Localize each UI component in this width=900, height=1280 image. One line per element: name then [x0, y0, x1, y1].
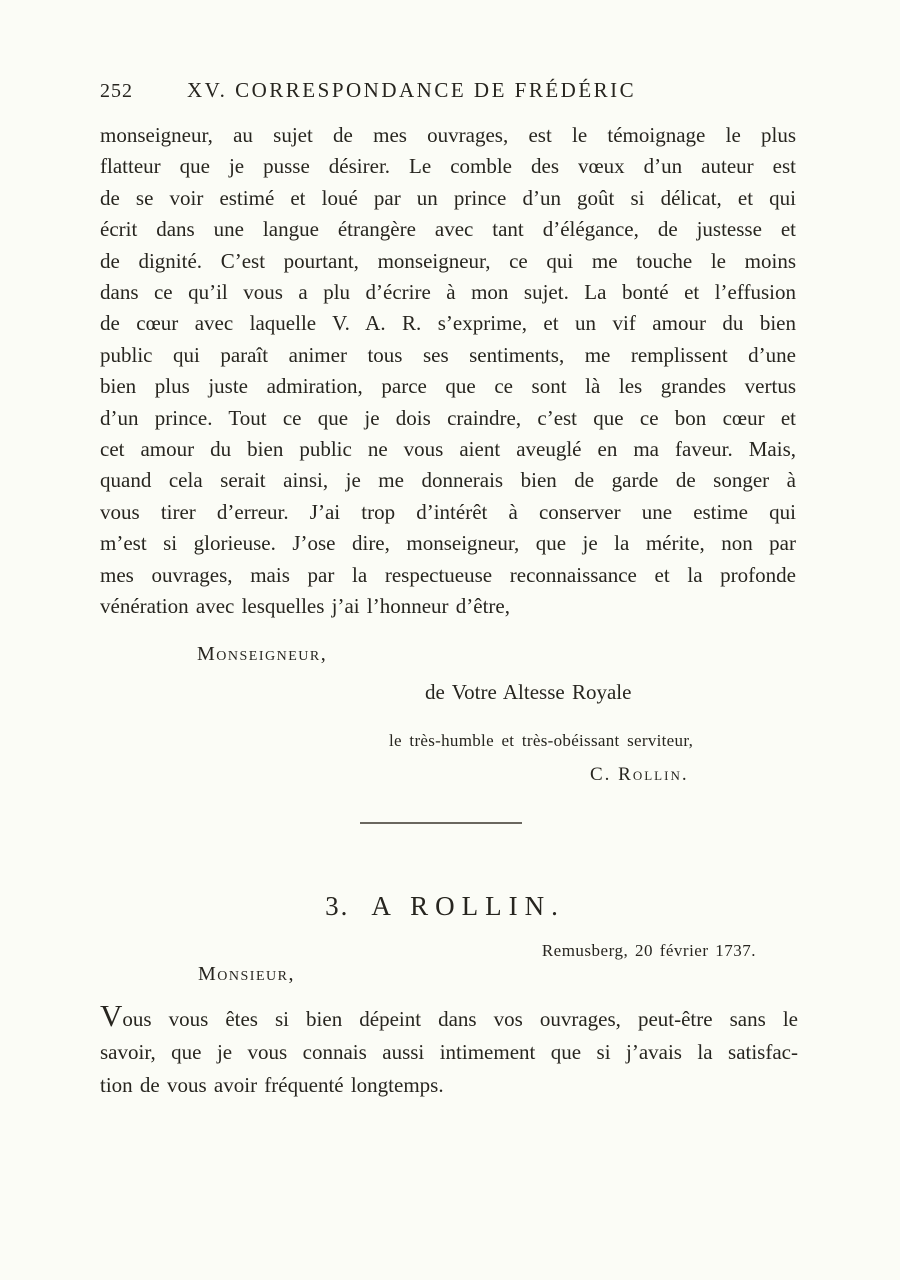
- salutation-monseigneur: Monseigneur,: [197, 643, 328, 665]
- letter-body-line: savoir, que je vous connais aussi intimement que si j’avais la satisfac-: [100, 1040, 798, 1064]
- letter-body-line: mes ouvrages, mais par la respectueuse reconnaissance et la profonde: [100, 562, 796, 587]
- dateline: Remusberg, 20 février 1737.: [541, 941, 756, 960]
- letter3-heading: [100, 891, 790, 922]
- letter-body-line: quand cela serait ainsi, je me donnerais bien de garde de songer à: [100, 468, 796, 493]
- section-divider-rule: [360, 822, 522, 824]
- letter-body-line: m’est si glorieuse. J’ose dire, monseigneur, que je la mérite, non par: [100, 531, 796, 556]
- letter-body-line: de dignité. C’est pourtant, monseigneur, ce qui me touche le moins: [100, 248, 796, 273]
- letter-body-line: dans ce qu’il vous a plu d’écrire à mon sujet. La bonté et l’effusion: [100, 280, 796, 305]
- running-title: XV. CORRESPONDANCE DE FRÉDÉRIC: [187, 78, 637, 102]
- letter-body-line: de cœur avec laquelle V. A. R. s’exprime, et un vif amour du bien: [100, 311, 796, 336]
- letter-body-line: monseigneur, au sujet de mes ouvrages, est le témoignage le plus: [100, 123, 796, 147]
- letter2-body: [100, 120, 796, 623]
- salutation-monsieur: Monsieur,: [198, 963, 295, 985]
- letter-body-line: [100, 1000, 798, 1036]
- letter-body-line: flatteur que je pusse désirer. Le comble des vœux d’un auteur est: [100, 154, 796, 179]
- running-header: [100, 78, 796, 103]
- letter3-heading-number: 3.: [325, 891, 350, 921]
- letter3-heading-title: A ROLLIN.: [371, 891, 565, 921]
- letter-body-line: écrit dans une langue étrangère avec tant d’élégance, de justesse et: [100, 217, 796, 242]
- signature-rollin: C. Rollin.: [590, 764, 689, 785]
- page-number: 252: [100, 80, 133, 102]
- letter-body-line: tion de vous avoir fréquenté longtemps.: [100, 1073, 444, 1097]
- letter-body-line: bien plus juste admiration, parce que ce sont là les grandes vertus: [100, 374, 796, 399]
- letter-body-line: de se voir estimé et loué par un prince d’un goût si délicat, et qui: [100, 185, 796, 210]
- letter-body-line: public qui paraît animer tous ses sentiments, me remplissent d’une: [100, 342, 796, 367]
- letter-body-line-text: ous vous êtes si bien dépeint dans vos ouvrages, peut-être sans le: [122, 1007, 798, 1031]
- initial-capital: V: [100, 998, 123, 1033]
- letter-body-line: vous tirer d’erreur. J’ai trop d’intérêt à conserver une estime qui: [100, 499, 796, 524]
- letter-body-line: vénération avec lesquelles j’ai l’honneur d’être,: [100, 594, 510, 619]
- closing-line-altesse: de Votre Altesse Royale: [425, 680, 632, 704]
- letter-body-line: cet amour du bien public ne vous aient aveuglé en ma faveur. Mais,: [100, 437, 796, 462]
- letter3-body: [100, 1000, 798, 1102]
- letter-body-line: d’un prince. Tout ce que je dois craindre, c’est que ce bon cœur et: [100, 405, 796, 430]
- closing-line-serviteur: le très-humble et très-obéissant serviteur,: [389, 731, 694, 750]
